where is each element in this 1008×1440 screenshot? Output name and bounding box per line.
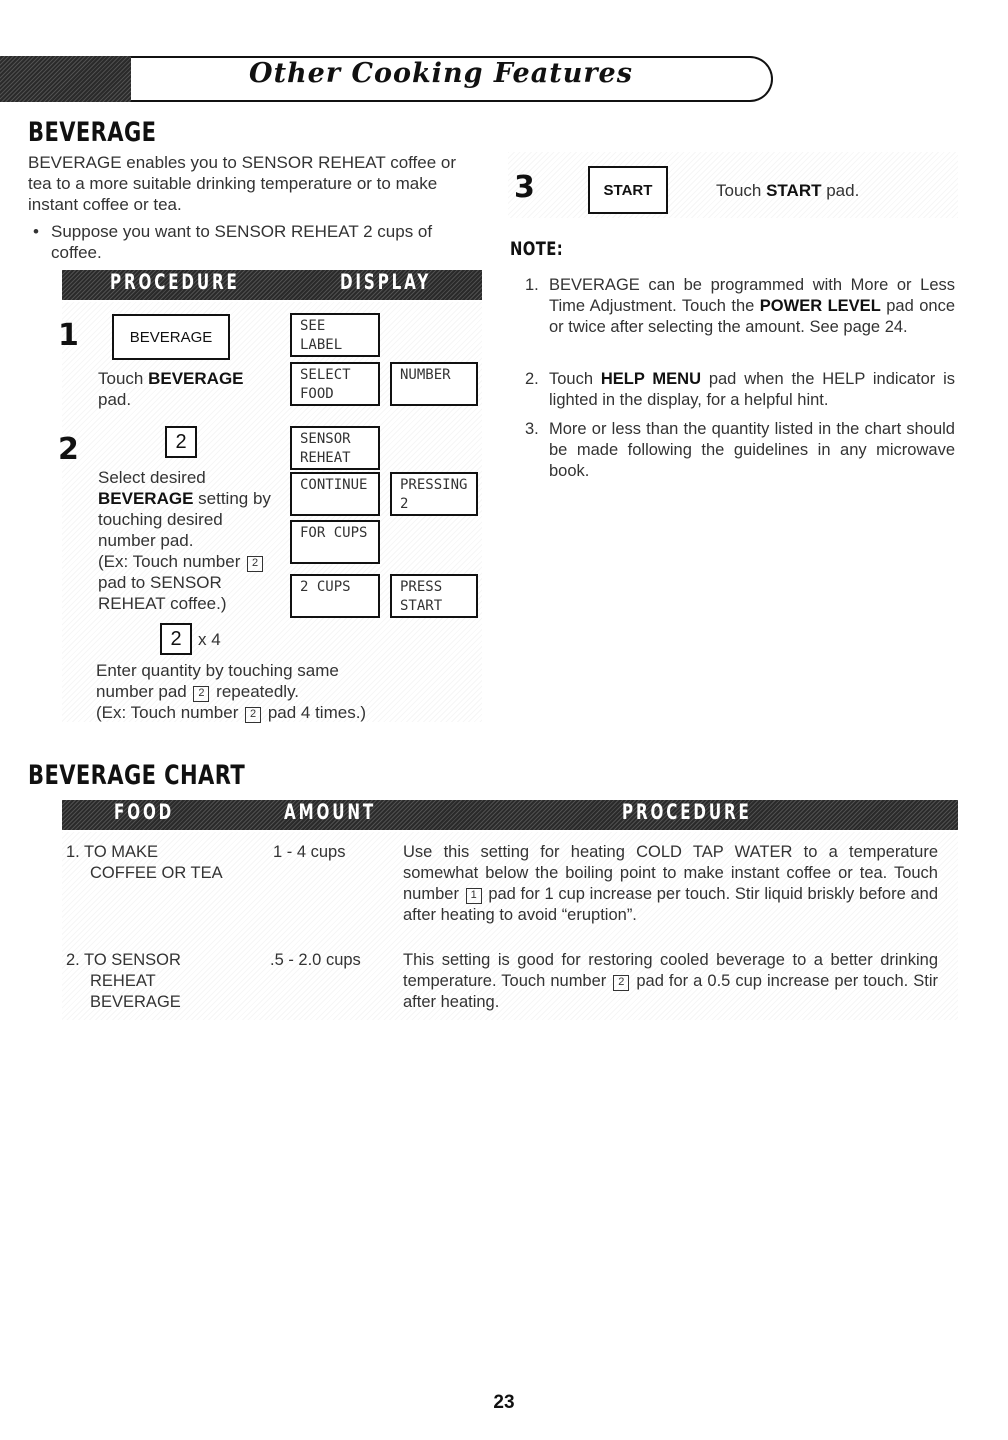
note-text: More or less than the quantity listed in the chart should be made following the guidelines in any microwave book. xyxy=(549,420,955,480)
enter-line-2a: number pad xyxy=(96,682,192,701)
step-3-text-b: pad. xyxy=(821,181,860,200)
note-title: NOTE: xyxy=(510,238,564,260)
step-2-number: 2 xyxy=(58,432,79,467)
step-2-line-5: (Ex: Touch number xyxy=(98,552,246,571)
note-item-2 xyxy=(525,369,955,411)
header-banner-block xyxy=(0,56,132,102)
note-number: 3. xyxy=(525,420,539,438)
step-2-line-6: pad to SENSOR xyxy=(98,573,222,592)
key-2-icon: 2 xyxy=(613,975,629,991)
key-2-icon: 2 xyxy=(193,686,209,702)
beverage-intro: BEVERAGE enables you to SENSOR REHEAT coffee or tea to a more suitable drinking temperature or to make instant coffee or tea. xyxy=(28,153,457,214)
chart-header-row xyxy=(62,800,958,830)
step-2-line-1: Select desired xyxy=(98,468,206,487)
enter-line-3a: (Ex: Touch number xyxy=(96,703,244,722)
food-line: 2. TO SENSOR xyxy=(66,951,181,969)
display-select-food: SELECT FOOD xyxy=(290,362,380,406)
note-bold: HELP MENU xyxy=(600,370,701,388)
note-number: 1. xyxy=(525,276,539,294)
page-header-title: Other Cooking Features xyxy=(249,58,633,89)
display-continue: CONTINUE xyxy=(290,472,380,516)
enter-line-2b: repeatedly. xyxy=(211,682,300,701)
step-2-line-2: setting by xyxy=(193,489,271,508)
note-item-1 xyxy=(525,275,955,338)
step-1-text-b: pad. xyxy=(98,390,132,409)
food-line: COFFEE OR TEA xyxy=(90,864,223,882)
display-see-label: SEE LABEL xyxy=(290,313,380,357)
note-text-end: pad when the HELP indicator is lighted in the display, for a helpful hint. xyxy=(549,370,955,409)
procedure-text: This setting is good for restoring cooled beverage to a better drinking temperature. Touch number xyxy=(403,951,938,990)
note-bold: POWER LEVEL xyxy=(759,297,881,315)
start-pad[interactable]: START xyxy=(588,166,668,214)
quantity-times: x 4 xyxy=(198,630,221,649)
note-number: 2. xyxy=(525,370,539,388)
bullet-text: Suppose you want to SENSOR REHEAT 2 cups of coffee. xyxy=(51,222,433,262)
procedure-text-end: pad for 1 cup increase per touch. Stir liquid briskly before and after heating to avoid “eruption”. xyxy=(403,885,938,924)
key-2-icon: 2 xyxy=(245,707,261,723)
key-2-icon: 2 xyxy=(247,556,263,572)
display-sensor-reheat: SENSOR REHEAT xyxy=(290,426,380,470)
step-1-text xyxy=(98,368,244,410)
note-text: BEVERAGE can be programmed with More or Less Time Adjustment. Touch the xyxy=(549,276,955,315)
chart-row-1-procedure xyxy=(403,842,938,926)
quantity-2-pad[interactable]: 2 xyxy=(160,623,192,655)
page-number: 23 xyxy=(493,1392,515,1413)
chart-header-food: FOOD xyxy=(114,800,175,824)
display-header-label: DISPLAY xyxy=(340,270,432,294)
step-3-text xyxy=(716,180,859,201)
bullet-dot: • xyxy=(33,222,39,241)
procedure-header-label: PROCEDURE xyxy=(110,270,240,294)
key-1-icon: 1 xyxy=(466,888,482,904)
enter-quantity-text xyxy=(96,660,476,723)
chart-row-2-food xyxy=(66,950,266,1013)
procedure-text: Use this setting for heating COLD TAP WATER to a temperature somewhat below the boiling point to make instant coffee or tea. Touch number xyxy=(403,843,938,903)
chart-header-procedure: PROCEDURE xyxy=(622,800,752,824)
note-text-end: pad once or twice after selecting the amount. See page 24. xyxy=(549,297,956,336)
step-2-line-7: REHEAT coffee.) xyxy=(98,594,227,613)
display-pressing-2: PRESSING 2 xyxy=(390,472,478,516)
step-1-text-bold: BEVERAGE xyxy=(148,369,244,388)
step-2-text xyxy=(98,467,288,614)
step-2-bold: BEVERAGE xyxy=(98,489,194,508)
procedure-display-header xyxy=(62,270,482,300)
display-press-start: PRESS START xyxy=(390,574,478,618)
step-2-line-3: touching desired xyxy=(98,510,223,529)
step-1-number: 1 xyxy=(58,318,79,353)
chart-row-2-procedure xyxy=(403,950,938,1013)
step-3-text-bold: START xyxy=(766,181,822,200)
enter-line-3b: pad 4 times.) xyxy=(263,703,367,722)
beverage-title: BEVERAGE xyxy=(28,117,157,148)
chart-row-1-food xyxy=(66,842,266,884)
chart-row-2-amount: .5 - 2.0 cups xyxy=(270,951,361,969)
number-2-pad[interactable]: 2 xyxy=(165,426,197,458)
beverage-bullet xyxy=(33,221,463,263)
step-3-text-a: Touch xyxy=(716,181,767,200)
procedure-text-end: pad for a 0.5 cup increase per touch. Stir after heating. xyxy=(403,972,938,1011)
step-3-number: 3 xyxy=(514,170,535,205)
display-2-cups: 2 CUPS xyxy=(290,574,380,618)
enter-line-1: Enter quantity by touching same xyxy=(96,661,339,680)
beverage-pad[interactable]: BEVERAGE xyxy=(112,314,230,360)
note-item-3 xyxy=(525,419,955,482)
food-line: 1. TO MAKE xyxy=(66,843,159,861)
display-number: NUMBER xyxy=(390,362,478,406)
food-line: BEVERAGE xyxy=(90,993,181,1011)
beverage-chart-title: BEVERAGE CHART xyxy=(28,760,246,791)
note-text: Touch xyxy=(549,370,601,388)
chart-header-amount: AMOUNT xyxy=(284,800,377,824)
step-1-text-a: Touch xyxy=(98,369,149,388)
step-2-line-4: number pad. xyxy=(98,531,194,550)
food-line: REHEAT xyxy=(90,972,156,990)
display-for-cups: FOR CUPS xyxy=(290,520,380,564)
chart-row-1-amount: 1 - 4 cups xyxy=(273,843,346,861)
